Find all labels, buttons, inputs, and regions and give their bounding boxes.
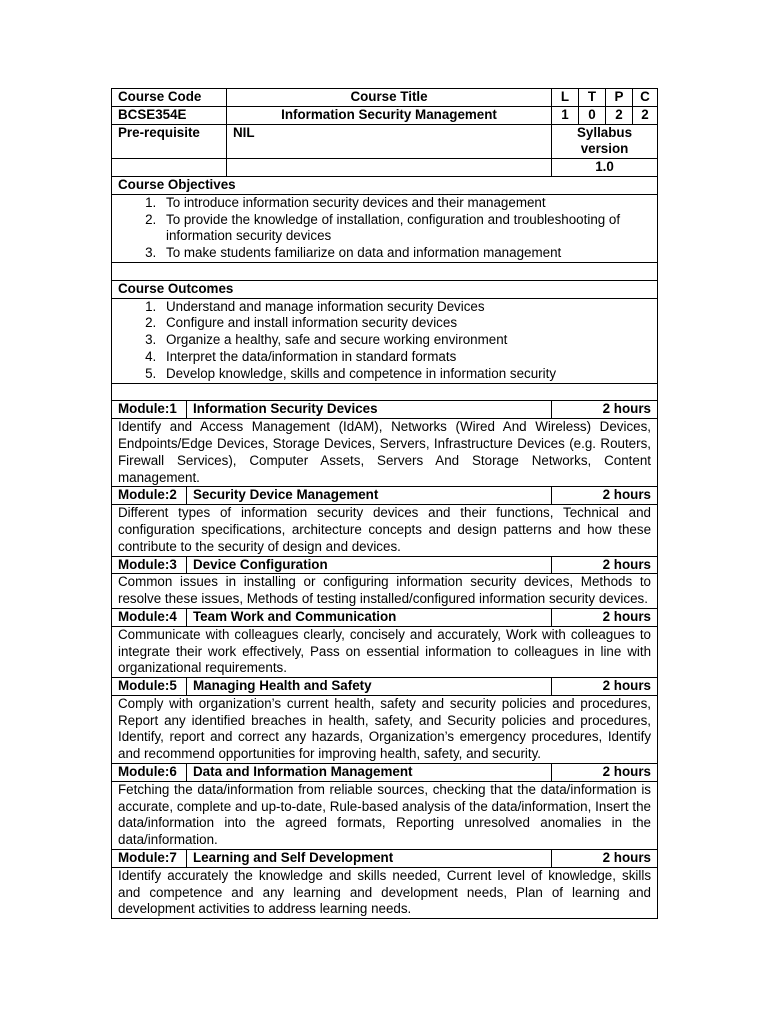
module-title: Managing Health and Safety	[187, 678, 552, 696]
spacer-row	[112, 262, 658, 280]
module-content: Identify accurately the knowledge and skills needed, Current level of knowledge, skills and competence and any learning and development needs, Plan of learning and development activities to address learning needs.	[112, 867, 658, 918]
module-hours: 2 hours	[552, 678, 658, 696]
outcomes-heading-row	[112, 280, 658, 298]
c-value: 2	[633, 106, 658, 124]
p-value: 2	[606, 106, 633, 124]
module-content: Common issues in installing or configuring information security devices, Methods to resolve these issues, Methods of testing installed/configured information security devices.	[112, 574, 658, 609]
module-content: Comply with organization’s current health, safety and security policies and procedures, Report any identified breaches in health, safety, and Security policies and procedures, Identify, report and correct any hazards, Organization’s emergency procedures, Identify and recommend opportunities for improving health, safety, and security.	[112, 695, 658, 763]
module-content-row	[112, 505, 658, 556]
module-label: Module:6	[112, 764, 187, 782]
objectives-list	[118, 195, 651, 262]
course-code-label: Course Code	[112, 89, 227, 107]
module-content-row	[112, 781, 658, 849]
outcome-item: 3. Organize a healthy, safe and secure working environment	[160, 332, 651, 349]
outcomes-list-cell	[112, 298, 658, 383]
syllabus-version-label: Syllabus version	[552, 124, 658, 159]
module-content: Fetching the data/information from reliable sources, checking that the data/information is accurate, complete and up-to-date, Rule-based analysis of the data/information, Insert the data/information into the agreed formats, Reporting unresolved anomalies in the data/information.	[112, 781, 658, 849]
outcomes-list-row	[112, 298, 658, 383]
outcomes-list	[118, 299, 651, 383]
module-label: Module:7	[112, 850, 187, 868]
empty-cell	[227, 159, 552, 177]
outcome-item: 4. Interpret the data/information in standard formats	[160, 349, 651, 366]
objectives-heading: Course Objectives	[112, 176, 658, 194]
prereq-value: NIL	[227, 124, 552, 159]
module-header-row	[112, 608, 658, 626]
l-value: 1	[552, 106, 579, 124]
objective-item: 3. To make students familiarize on data and information management	[160, 245, 651, 262]
module-header-row	[112, 678, 658, 696]
module-hours: 2 hours	[552, 764, 658, 782]
t-value: 0	[579, 106, 606, 124]
module-title: Information Security Devices	[187, 401, 552, 419]
outcomes-heading: Course Outcomes	[112, 280, 658, 298]
spacer-row	[112, 383, 658, 401]
module-label: Module:2	[112, 487, 187, 505]
module-title: Security Device Management	[187, 487, 552, 505]
objective-item: 2. To provide the knowledge of installation, configuration and troubleshooting of information security devices	[160, 212, 651, 246]
objectives-heading-row	[112, 176, 658, 194]
version-row	[112, 159, 658, 177]
module-label: Module:5	[112, 678, 187, 696]
outcome-item: 5. Develop knowledge, skills and competence in information security	[160, 366, 651, 383]
c-label: C	[633, 89, 658, 107]
module-header-row	[112, 401, 658, 419]
module-title: Device Configuration	[187, 556, 552, 574]
prereq-label: Pre-requisite	[112, 124, 227, 159]
module-content-row	[112, 867, 658, 918]
module-title: Team Work and Communication	[187, 608, 552, 626]
module-content: Communicate with colleagues clearly, concisely and accurately, Work with colleagues to integrate their work effectively, Pass on essential information to colleagues in line with organizational requirements.	[112, 626, 658, 677]
module-hours: 2 hours	[552, 556, 658, 574]
syllabus-document	[111, 88, 657, 919]
empty-cell	[112, 262, 658, 280]
module-content-row	[112, 626, 658, 677]
course-title: Information Security Management	[227, 106, 552, 124]
module-title: Data and Information Management	[187, 764, 552, 782]
objectives-list-cell	[112, 194, 658, 262]
outcome-item: 1. Understand and manage information security Devices	[160, 299, 651, 316]
objective-item: 1. To introduce information security devices and their management	[160, 195, 651, 212]
module-hours: 2 hours	[552, 401, 658, 419]
outcome-item: 2. Configure and install information security devices	[160, 315, 651, 332]
syllabus-version: 1.0	[552, 159, 658, 177]
module-header-row	[112, 850, 658, 868]
module-header-row	[112, 556, 658, 574]
course-row	[112, 106, 658, 124]
course-code: BCSE354E	[112, 106, 227, 124]
module-label: Module:4	[112, 608, 187, 626]
syllabus-table	[111, 88, 658, 919]
module-header-row	[112, 487, 658, 505]
module-hours: 2 hours	[552, 850, 658, 868]
l-label: L	[552, 89, 579, 107]
module-content-row	[112, 574, 658, 609]
module-title: Learning and Self Development	[187, 850, 552, 868]
module-hours: 2 hours	[552, 608, 658, 626]
module-label: Module:3	[112, 556, 187, 574]
module-content: Different types of information security devices and their functions, Technical and configuration specifications, architecture concepts and design patterns and how these contribute to the security of design and devices.	[112, 505, 658, 556]
module-content: Identify and Access Management (IdAM), Networks (Wired And Wireless) Devices, Endpoints/Edge Devices, Storage Devices, Servers, Infrastructure Devices (e.g. Routers, Firewall Services), Computer Assets, Servers And Storage Networks, Content management.	[112, 419, 658, 487]
empty-cell	[112, 159, 227, 177]
p-label: P	[606, 89, 633, 107]
module-header-row	[112, 764, 658, 782]
course-title-label: Course Title	[227, 89, 552, 107]
objectives-list-row	[112, 194, 658, 262]
module-label: Module:1	[112, 401, 187, 419]
module-content-row	[112, 419, 658, 487]
prereq-row	[112, 124, 658, 159]
empty-cell	[112, 383, 658, 401]
header-row	[112, 89, 658, 107]
module-content-row	[112, 695, 658, 763]
module-hours: 2 hours	[552, 487, 658, 505]
t-label: T	[579, 89, 606, 107]
